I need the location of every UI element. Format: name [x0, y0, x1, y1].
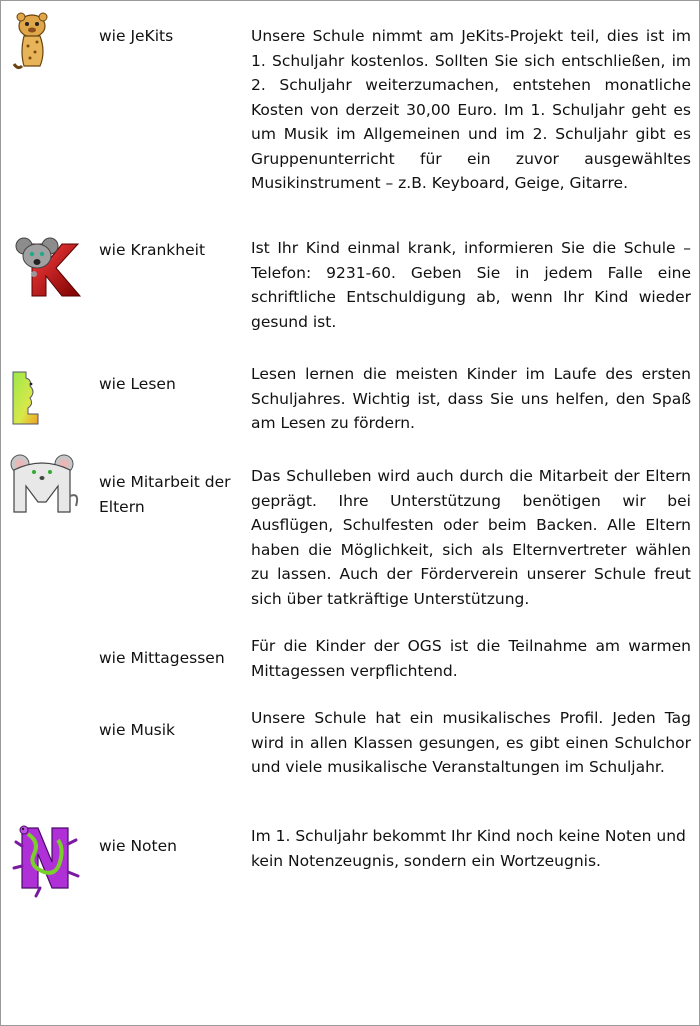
letter-l-icon: [10, 370, 40, 426]
description-text: Lesen lernen die meisten Kinder im Laufe des ersten Schuljahres. Wichtig ist, dass Sie uns helfen, den Spaß am Lesen zu fördern.: [251, 365, 691, 432]
term-label: wie Lesen: [99, 375, 176, 393]
term-label: wie Noten: [99, 837, 177, 855]
koala-letter-k-icon: [10, 236, 82, 300]
description-text: Im 1. Schuljahr bekommt Ihr Kind noch keine Noten und kein Notenzeugnis, sondern ein Wortzeugnis.: [251, 827, 686, 870]
term-label: wie Mittagessen: [99, 649, 225, 667]
description-text: Unsere Schule hat ein musikalisches Profil. Jeden Tag wird in allen Klassen gesungen, es gibt einen Schulchor und viele musikalische Veranstaltungen im Schuljahr.: [251, 709, 691, 776]
description-text: Ist Ihr Kind einmal krank, informieren Sie die Schule – Telefon: 9231-60. Geben Sie in jedem Falle eine schriftliche Entschuldigung ab, wenn Ihr Kind wieder gesund ist.: [251, 239, 691, 331]
description-text: Das Schulleben wird auch durch die Mitarbeit der Eltern geprägt. Ihre Unterstützung benötigen wir bei Ausflügen, Schulfesten oder beim Backen. Alle Eltern haben die Möglichkeit, sich als Elternvertreter wählen zu lassen. Auch der Förderverein unserer Schule freut sich über tatkräftige Unterstützung.: [251, 467, 691, 608]
lizard-letter-n-icon: [10, 822, 82, 898]
description-text: Für die Kinder der OGS ist die Teilnahme am warmen Mittagessen verpflichtend.: [251, 637, 691, 680]
cheetah-letter-j-icon: [10, 12, 56, 72]
term-label: wie Musik: [99, 721, 176, 739]
description-text: Unsere Schule nimmt am JeKits-Projekt teil, dies ist im 1. Schuljahr kostenlos. Sollten Sie sich entschließen, im 2. Schuljahr weiterzumachen, entstehen monatliche Kosten von derzeit 30,00 Euro. Im 1. Schuljahr geht es um Musik im Allgemeinen und im 2. Schuljahr gibt es Gruppenunterricht für ein zuvor ausgewähltes Musikinstrument – z.B. Keyboard, Geige, Gitarre.: [251, 27, 691, 192]
term-label: wie JeKits: [99, 27, 174, 45]
term-label: wie Krankheit: [99, 241, 206, 259]
term-label: wie Mitarbeit der Eltern: [99, 473, 231, 516]
mouse-letter-m-icon: [10, 452, 82, 516]
